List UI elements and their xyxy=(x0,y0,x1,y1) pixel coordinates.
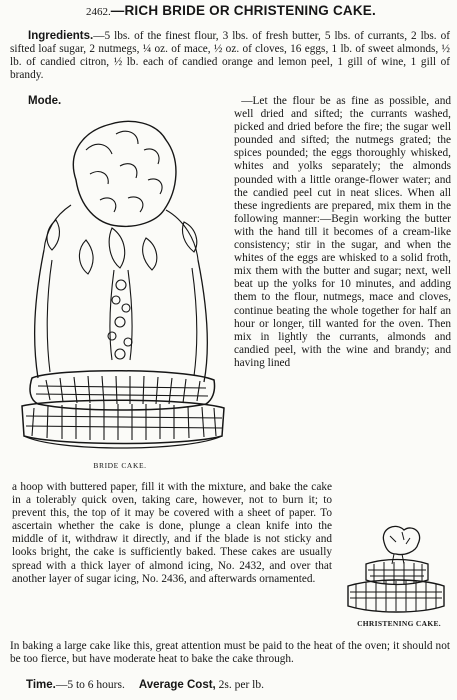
mode-paragraph-part-2 xyxy=(12,481,332,586)
mode-text-part-1: —Let the flour be as fine as possible, and well dried and sifted; the currants washed, picked and dried before the fire; the sugar well pounded and sifted; the nutmegs grated; the spices pounded; the eggs thoroughly whisked, whites and yolks separately; the almonds pounded with a little orange-flower water; and the candied peel cut in neat slices. When all these ingredients are prepared, mix them in the following manner:—Begin working the butter with the hand till it becomes of a cream-like consistency; stir in the sugar, and when the whites of the eggs are whisked to a solid froth, mix them with the butter and sugar; next, well beat up the yolks for 10 minutes, and adding them to the flour, nutmegs, mace and cloves, continue beating the whole together for half an hour or longer, till wanted for the oven. Then mix in lightly the currants, almonds and candied peel, with the wine and brandy; and having lined xyxy=(234,95,451,369)
cost-value: 2s. per lb. xyxy=(218,679,264,691)
time-label: Time. xyxy=(26,679,56,691)
recipe-heading xyxy=(8,3,454,19)
mode-paragraph-part-1 xyxy=(28,95,451,370)
ingredients-text: —5 lbs. of the finest flour, 3 lbs. of fresh butter, 5 lbs. of currants, 2 lbs. of sifted loaf sugar, 2 nutmegs, ¼ oz. of mace, ½ oz. of cloves, 16 eggs, 1 lb. of sweet almonds, ½ lb. of candied citron, ½ lb. each of candied orange and lemon peel, 1 gill of wine, 1 gill of brandy. xyxy=(10,30,450,82)
mode-text-part-3: In baking a large cake like this, great attention must be paid to the heat of the oven; it should not be too fierce, but have moderate heat to bake the cake through. xyxy=(10,640,450,666)
mode-text-part-2: a hoop with buttered paper, fill it with the mixture, and bake the cake in a tolerably quick oven, taking care, however, not to burn it; to prevent this, the top of it may be covered with a sheet of paper. To ascertain whether the cake is done, plunge a clean knife into the middle of it, withdraw it directly, and if the blade is not sticky and looks bright, the cake is sufficiently baked. These cakes are usually spread with a thick layer of almond icing, No. 2432, and over that another layer of sugar icing, No. 2436, and afterwards ornamented. xyxy=(12,481,332,585)
mode-paragraph-part-3 xyxy=(10,640,450,666)
recipe-number: 2462. xyxy=(86,6,111,18)
recipe-title: —RICH BRIDE OR CHRISTENING CAKE. xyxy=(110,3,376,18)
time-and-cost-line xyxy=(26,679,446,691)
ingredients-label: Ingredients. xyxy=(28,30,94,42)
bride-cake-illustration xyxy=(16,110,230,460)
christening-cake-illustration xyxy=(344,520,448,618)
bride-cake-caption: BRIDE CAKE. xyxy=(93,461,147,470)
cost-label: Average Cost, xyxy=(138,679,216,691)
ingredients-paragraph xyxy=(10,30,450,82)
mode-label: Mode. xyxy=(28,95,62,107)
christening-cake-caption: CHRISTENING CAKE. xyxy=(357,619,441,628)
time-value: —5 to 6 hours. xyxy=(55,679,125,691)
